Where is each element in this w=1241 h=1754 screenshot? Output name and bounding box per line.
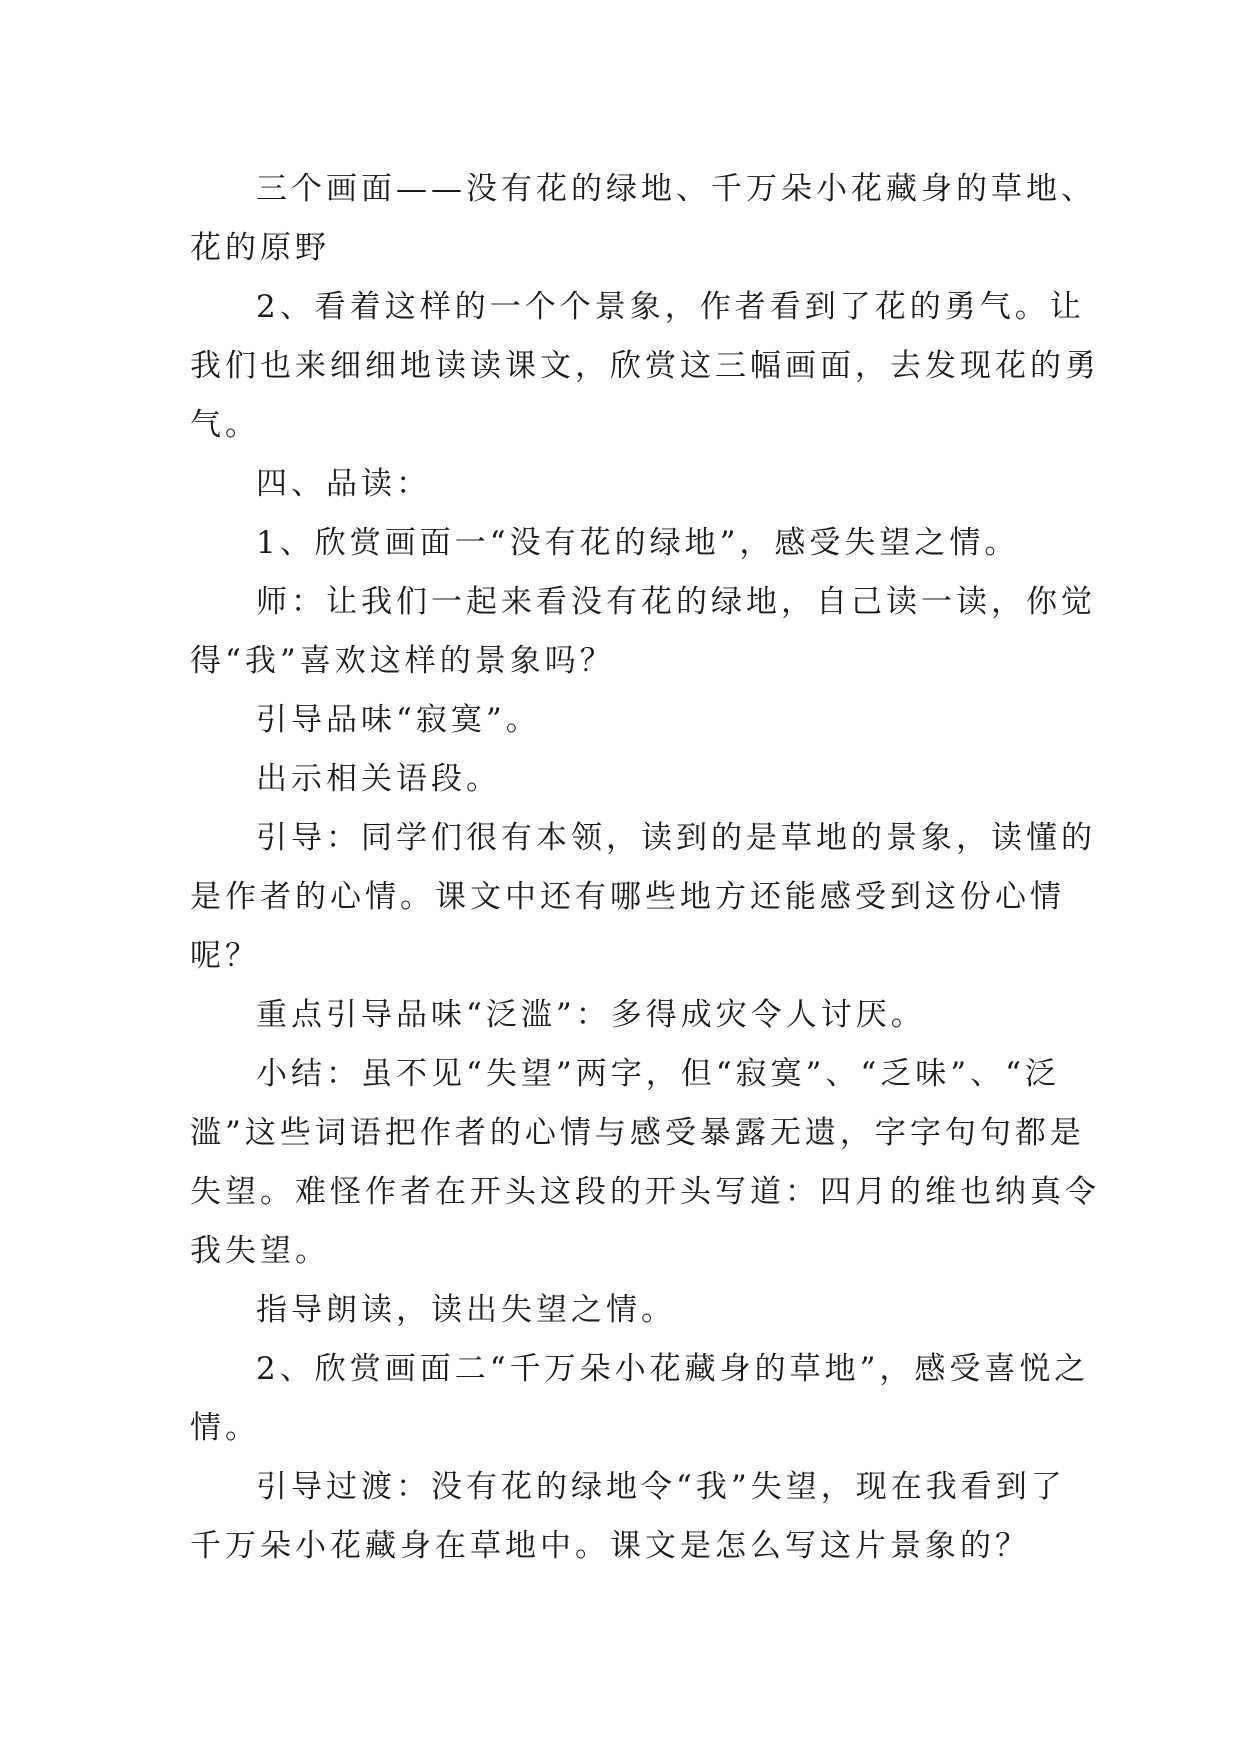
text-line: 三个画面——没有花的绿地、千万朵小花藏身的草地、 [256, 171, 1096, 207]
text-line: 情。 [190, 1410, 260, 1446]
text-line: 失望。难怪作者在开头这段的开头写道：四月的维也纳真令 [190, 1174, 1100, 1210]
text-line: 花的原野 [190, 230, 330, 266]
paragraph [190, 1458, 1080, 1576]
paragraph [190, 1045, 1100, 1281]
text-line: 四、品读： [256, 466, 431, 502]
text-line: 出示相关语段。 [256, 761, 501, 797]
paragraph [190, 809, 1096, 986]
paragraph [190, 573, 1096, 691]
document-body [190, 160, 1100, 1576]
paragraph [190, 750, 1080, 809]
section-heading [190, 455, 1080, 514]
text-line: 得“我”喜欢这样的景象吗？ [190, 643, 615, 679]
text-line: 呢？ [190, 938, 260, 974]
text-line: 千万朵小花藏身在草地中。课文是怎么写这片景象的？ [190, 1528, 1030, 1564]
text-line: 小结：虽不见“失望”两字，但“寂寞”、“乏味”、“泛 [256, 1056, 1060, 1092]
text-line: 重点引导品味“泛滥”：多得成灾令人讨厌。 [256, 997, 926, 1033]
paragraph [190, 691, 1080, 750]
paragraph [190, 514, 1080, 573]
text-line: 引导品味“寂寞”。 [256, 702, 541, 738]
text-line: 引导过渡：没有花的绿地令“我”失望，现在我看到了 [256, 1469, 1066, 1505]
paragraph [190, 278, 1100, 455]
text-line: 我们也来细细地读读课文，欣赏这三幅画面，去发现花的勇 [190, 348, 1100, 384]
paragraph [190, 986, 1080, 1045]
text-line: 1、欣赏画面一“没有花的绿地”，感受失望之情。 [256, 525, 1020, 561]
paragraph [190, 1281, 1080, 1340]
paragraph [190, 1340, 1090, 1458]
text-line: 我失望。 [190, 1233, 330, 1269]
text-line: 师：让我们一起来看没有花的绿地，自己读一读，你觉 [256, 584, 1096, 620]
text-line: 2、看着这样的一个个景象，作者看到了花的勇气。让 [256, 289, 1085, 325]
paragraph [190, 160, 1096, 278]
text-line: 气。 [190, 407, 260, 443]
text-line: 指导朗读，读出失望之情。 [256, 1292, 676, 1328]
text-line: 滥”这些词语把作者的心情与感受暴露无遗，字字句句都是 [190, 1115, 1085, 1151]
text-line: 是作者的心情。课文中还有哪些地方还能感受到这份心情 [190, 879, 1065, 915]
text-line: 2、欣赏画面二“千万朵小花藏身的草地”，感受喜悦之 [256, 1351, 1090, 1387]
text-line: 引导：同学们很有本领，读到的是草地的景象，读懂的 [256, 820, 1096, 856]
